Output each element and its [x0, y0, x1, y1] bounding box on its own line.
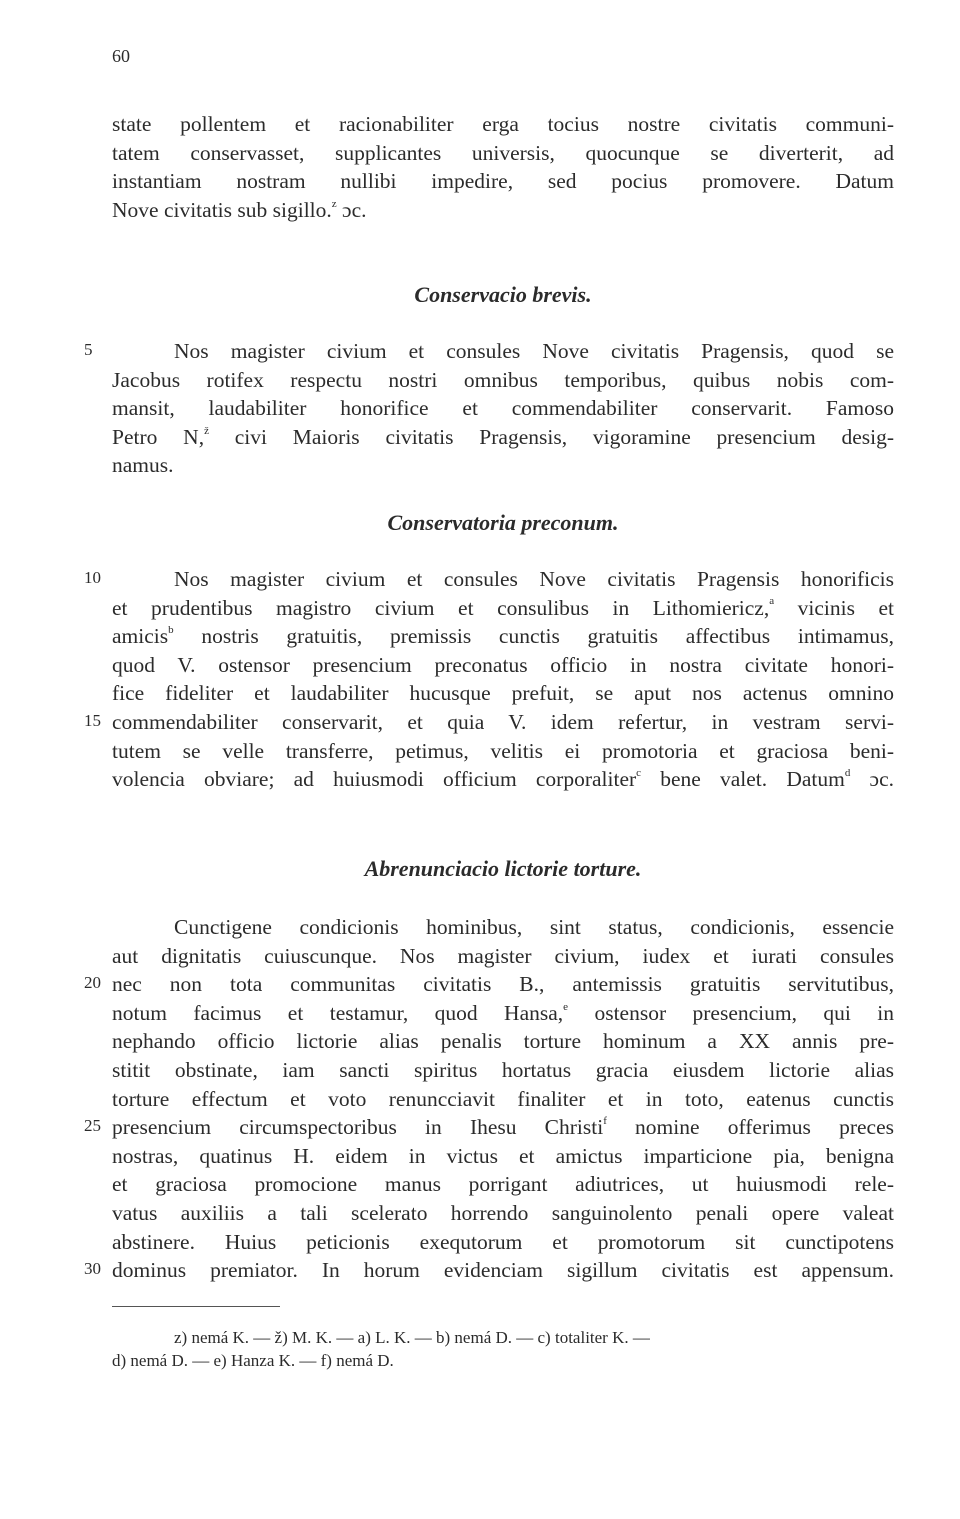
text-line: nostras, quatinus H. eidem in victus et amictus imparticione pia, benigna: [112, 1143, 894, 1168]
text-line: commendabiliter conservarit, et quia V. idem refertur, in vestram servi-: [112, 709, 894, 734]
text-line: et graciosa promocione manus porrigant adiutrices, ut huiusmodi rele-: [112, 1172, 894, 1197]
text-line: nephando officio lictorie alias penalis torture hominum a XX annis pre-: [112, 1029, 894, 1054]
text-line: abstinere. Huius peticionis exequtorum et promotorum sit cunctipotens: [112, 1229, 894, 1254]
line-number: 5: [84, 340, 93, 359]
text-line: aut dignitatis cuiuscunque. Nos magister civium, iudex et iurati consules: [112, 943, 894, 968]
paragraph: [112, 913, 894, 1285]
text-line: quod V. ostensor presencium preconatus officio in nostra civitate honori-: [112, 652, 894, 677]
text-line: mansit, laudabiliter honorifice et commendabiliter conservarit. Famoso: [112, 396, 894, 421]
text-line: Petro N,$^ž$ civi Maioris civitatis Pragensis, vigoramine presencium desig-: [112, 424, 894, 449]
text-line: Nos magister civium et consules Nove civitatis Pragensis, quod se: [174, 339, 894, 363]
footnote-line: d) nemá D. — e) Hanza K. — f) nemá D.: [112, 1351, 394, 1370]
text-line: notum facimus et testamur, quod Hansa,$^e$ ostensor presencium, qui in: [112, 1000, 894, 1025]
text-line: amicis$^b$ nostris gratuitis, premissis cunctis gratuitis affectibus intimamus,: [112, 624, 894, 649]
line-number: 10: [84, 568, 101, 587]
text-line: torture effectum et voto renuncciavit finaliter et in toto, eatenus cunctis: [112, 1086, 894, 1111]
line-number: 25: [84, 1116, 101, 1135]
text-line: stitit obstinate, iam sancti spiritus hortatus gracia eiusdem lictorie alias: [112, 1057, 894, 1082]
text-line: tatem conservasset, supplicantes universis, quocunque se diverterit, ad: [112, 140, 894, 165]
text-line: state pollentem et racionabiliter erga tocius nostre civitatis communi-: [112, 112, 894, 136]
footnotes: [112, 1326, 894, 1372]
section-heading: Abrenunciacio lictorie torture.: [364, 856, 642, 881]
text-line: volencia obviare; ad huiusmodi officium corporaliter$^c$ bene valet. Datum$^d$ ɔc.: [112, 767, 894, 792]
line-number: 20: [84, 973, 101, 992]
text-line: et prudentibus magistro civium et consulibus in Lithomiericz,$^a$ vicinis et: [112, 595, 894, 620]
text-line: Nove civitatis sub sigillo.$^z$ ɔc.: [112, 197, 367, 222]
text-line: Cunctigene condicionis hominibus, sint status, condicionis, essencie: [174, 915, 894, 939]
footnote-ref: z: [331, 197, 337, 210]
section-heading: Conservacio brevis.: [414, 282, 592, 307]
page-number: 60: [112, 46, 130, 66]
text-line: fice fideliter et laudabiliter hucusque prefuit, se aput nos actenus omnino: [112, 681, 894, 706]
text-line: Nos magister civium et consules Nove civitatis Pragensis honorificis: [174, 567, 894, 591]
text-line: instantiam nostram nullibi impedire, sed pocius promovere. Datum: [112, 169, 894, 194]
paragraph: [112, 565, 894, 794]
text-line: namus.: [112, 453, 174, 478]
text-line: presencium circumspectoribus in Ihesu Christi$^f$ nomine offerimus preces: [112, 1115, 894, 1140]
text-line: Jacobus rotifex respectu nostri omnibus temporibus, quibus nobis com-: [112, 367, 894, 392]
footnote-ref: ž: [204, 424, 209, 437]
footnote-line: z) nemá K. — ž) M. K. — a) L. K. — b) nemá D. — c) totaliter K. —: [174, 1328, 650, 1347]
text-line: tutem se velle transferre, petimus, velitis ei promotoria et graciosa beni-: [112, 738, 894, 763]
line-number: 30: [84, 1259, 101, 1278]
paragraph-continuation: [112, 110, 894, 224]
section-heading: Conservatoria preconum.: [387, 510, 619, 535]
text-line: nec non tota communitas civitatis B., antemissis gratuitis servitutibus,: [112, 972, 894, 997]
paragraph: [112, 337, 894, 480]
text-line: dominus premiator. In horum evidenciam sigillum civitatis est appensum.: [112, 1258, 894, 1283]
text-line: vatus auxiliis a tali scelerato horrendo sanguinolento penali opere valeat: [112, 1200, 894, 1225]
line-number: 15: [84, 711, 101, 730]
footnote-divider: [112, 1306, 280, 1307]
